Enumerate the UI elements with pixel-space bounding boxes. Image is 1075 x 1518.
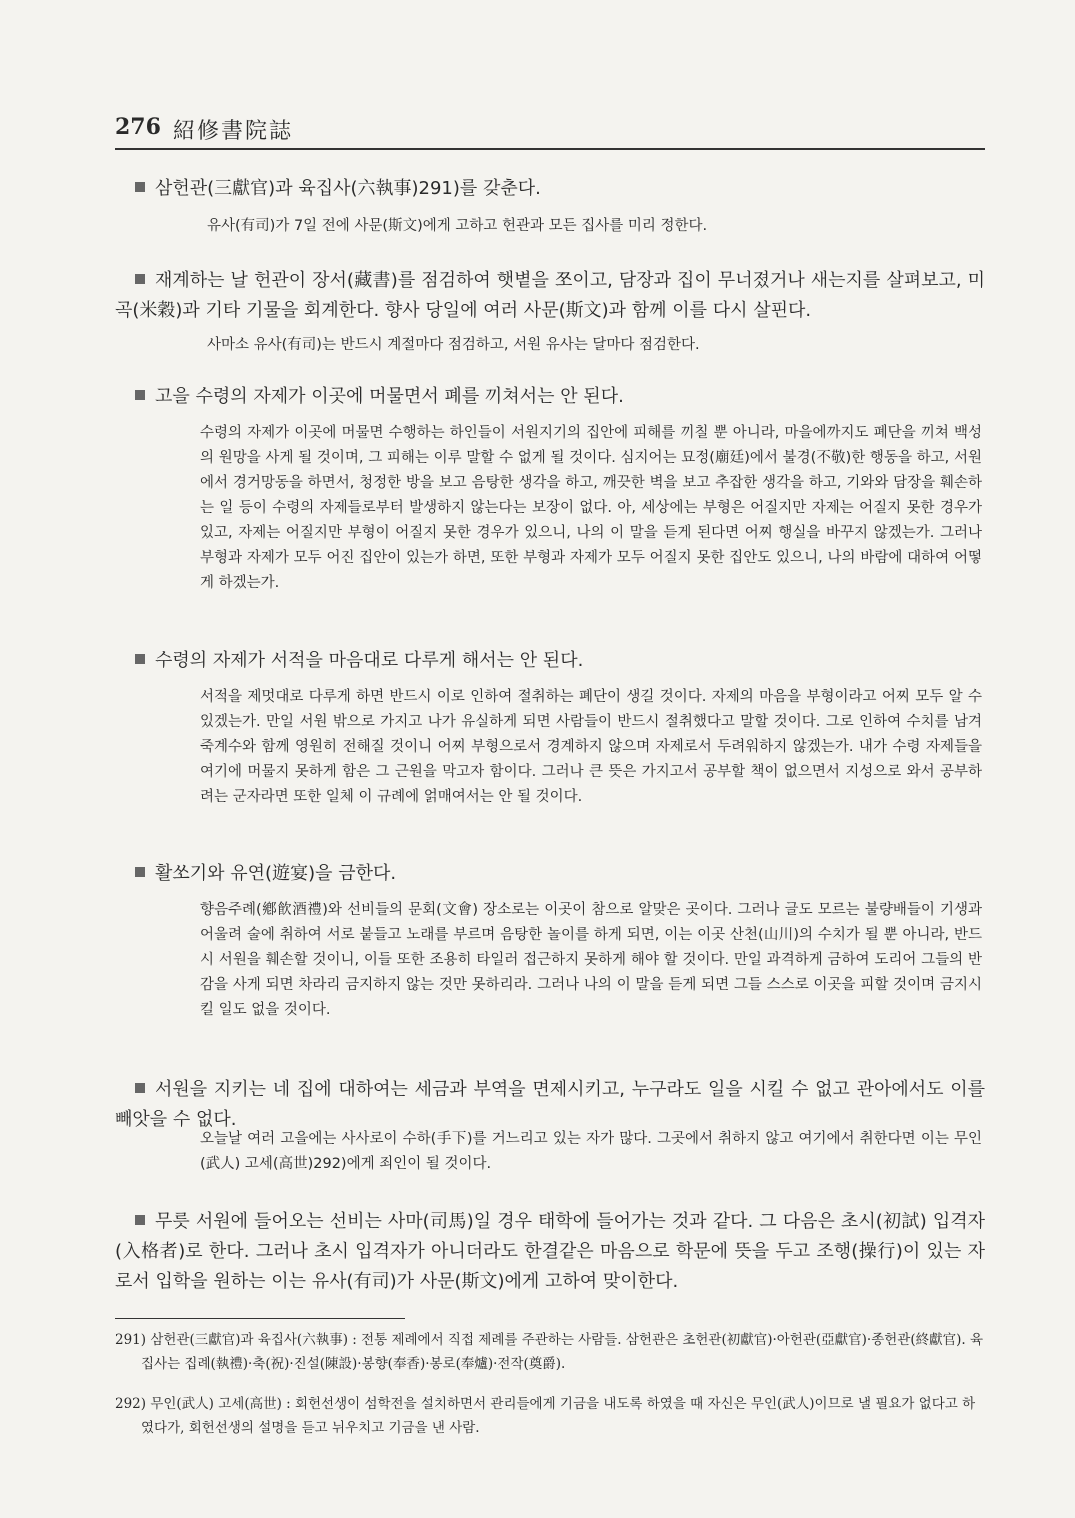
rule-6 <box>115 1075 985 1135</box>
rule-text: 재계하는 날 헌관이 장서(藏書)를 점검하여 햇볕을 쪼이고, 담장과 집이 무너졌거나 새는지를 살펴보고, 미곡(米穀)과 기타 기물을 회계한다. 향사 당일에 여러 사문(斯文)과 함께 이를 다시 살핀다. <box>115 270 985 321</box>
square-bullet-icon <box>135 274 145 284</box>
note-5: 향음주례(鄕飮酒禮)와 선비들의 문회(文會) 장소로는 이곳이 참으로 알맞은 곳이다. 그러나 글도 모르는 불량배들이 기생과 어울려 술에 취하여 서로 붙들고 노래를 부르며 음탕한 놀이를 하게 되면, 이는 이곳 산천(山川)의 수치가 될 뿐 아니라, 반드시 서원을 훼손할 것이니, 이들 또한 조용히 타일러 접근하지 못하게 해야 할 것이다. 만일 과격하게 금하여 도리어 그들의 반감을 사게 되면 차라리 금지하지 않는 것만 못하리라. 그러나 나의 이 말을 듣게 되면 그들 스스로 이곳을 피할 것이며 금지시킬 일도 없을 것이다. <box>200 902 982 1018</box>
note-2: 사마소 유사(有司)는 반드시 계절마다 점검하고, 서원 유사는 달마다 점검한다. <box>207 337 700 353</box>
rule-text: 활쏘기와 유연(遊宴)을 금한다. <box>155 863 397 884</box>
rule-text: 삼헌관(三獻官)과 육집사(六執事)291)를 갖춘다. <box>155 178 541 199</box>
footnote-292: 292) 무인(武人) 고세(高世) : 회헌선생이 섬학전을 설치하면서 관리들에게 기금을 내도록 하였을 때 자신은 무인(武人)이므로 낼 필요가 없다고 하였다가, 회헌선생의 설명을 듣고 뉘우치고 기금을 낸 사람. <box>115 1396 976 1436</box>
square-bullet-icon <box>135 182 145 192</box>
rule-text: 고을 수령의 자제가 이곳에 머물면서 폐를 끼쳐서는 안 된다. <box>155 386 624 407</box>
rule-7 <box>115 1207 985 1297</box>
rule-4 <box>135 646 985 676</box>
note-3: 수령의 자제가 이곳에 머물면 수행하는 하인들이 서원지기의 집안에 피해를 끼칠 뿐 아니라, 마을에까지도 폐단을 끼쳐 백성의 원망을 사게 될 것이며, 그 피해는 이루 말할 수 없게 될 것이다. 심지어는 묘정(廟廷)에서 불경(不敬)한 행동을 하고, 서원에서 경거망동을 하면서, 청정한 방을 보고 음탕한 생각을 하고, 깨끗한 벽을 보고 추잡한 생각을 하고, 기와와 담장을 훼손하는 일 등이 수령의 자제들로부터 발생하지 않는다는 보장이 없다. 아, 세상에는 부형은 어질지만 자제는 어질지 못한 경우가 있고, 자제는 어질지만 부형이 어질지 못한 경우가 있으니, 나의 이 말을 듣게 된다면 어찌 행실을 바꾸지 않겠는가. 그러나 부형과 자제가 모두 어진 집안이 있는가 하면, 또한 부형과 자제가 모두 어질지 못한 집안도 있으니, 나의 바람에 대하여 어떻게 하겠는가. <box>200 425 982 591</box>
note-1: 유사(有司)가 7일 전에 사문(斯文)에게 고하고 헌관과 모든 집사를 미리 정한다. <box>207 218 708 234</box>
rule-text: 서원을 지키는 네 집에 대하여는 세금과 부역을 면제시키고, 누구라도 일을 시킬 수 없고 관아에서도 이를 빼앗을 수 없다. <box>115 1079 985 1130</box>
page-number: 276 <box>115 114 161 140</box>
page-header <box>115 112 985 150</box>
note-4: 서적을 제멋대로 다루게 하면 반드시 이로 인하여 절취하는 폐단이 생길 것이다. 자제의 마음을 부형이라고 어찌 모두 알 수 있겠는가. 만일 서원 밖으로 가지고 나가 유실하게 되면 사람들이 반드시 절취했다고 말할 것이다. 그로 인하여 수치를 남겨 죽계수와 함께 영원히 전해질 것이니 어찌 부형으로서 경계하지 않으며 자제로서 두려워하지 않겠는가. 내가 수령 자제들을 여기에 머물지 못하게 함은 그 근원을 막고자 함이다. 그러나 큰 뜻은 가지고서 공부할 책이 없으면서 지성으로 와서 공부하려는 군자라면 또한 일체 이 규례에 얽매여서는 안 될 것이다. <box>200 689 982 805</box>
rule-text: 수령의 자제가 서적을 마음대로 다루게 해서는 안 된다. <box>155 650 584 671</box>
book-title: 紹修書院誌 <box>173 119 294 144</box>
rule-2 <box>115 266 985 326</box>
rule-text: 무릇 서원에 들어오는 선비는 사마(司馬)일 경우 태학에 들어가는 것과 같다. 그 다음은 초시(初試) 입격자(入格者)로 한다. 그러나 초시 입격자가 아니더라도 한결같은 마음으로 학문에 뜻을 두고 조행(操行)이 있는 자로서 입학을 원하는 이는 유사(有司)가 사문(斯文)에게 고하여 맞이한다. <box>115 1211 985 1292</box>
square-bullet-icon <box>135 654 145 664</box>
rule-3 <box>135 382 985 412</box>
rule-1 <box>135 174 985 204</box>
footnote-291: 291) 삼헌관(三獻官)과 육집사(六執事) : 전통 제례에서 직접 제례를 주관하는 사람들. 삼헌관은 초헌관(初獻官)·아헌관(亞獻官)·종헌관(終獻官). 육집사는 집례(執禮)·축(祝)·진설(陳設)·봉향(奉香)·봉로(奉爐)·전작(奠爵). <box>115 1332 984 1372</box>
square-bullet-icon <box>135 1083 145 1093</box>
footnote-divider <box>115 1318 405 1319</box>
note-6: 오늘날 여러 고을에는 사사로이 수하(手下)를 거느리고 있는 자가 많다. 그곳에서 취하지 않고 여기에서 취한다면 이는 무인(武人) 고세(高世)292)에게 죄인이 될 것이다. <box>200 1131 982 1172</box>
rule-5 <box>135 859 985 889</box>
square-bullet-icon <box>135 390 145 400</box>
square-bullet-icon <box>135 1215 145 1225</box>
square-bullet-icon <box>135 867 145 877</box>
